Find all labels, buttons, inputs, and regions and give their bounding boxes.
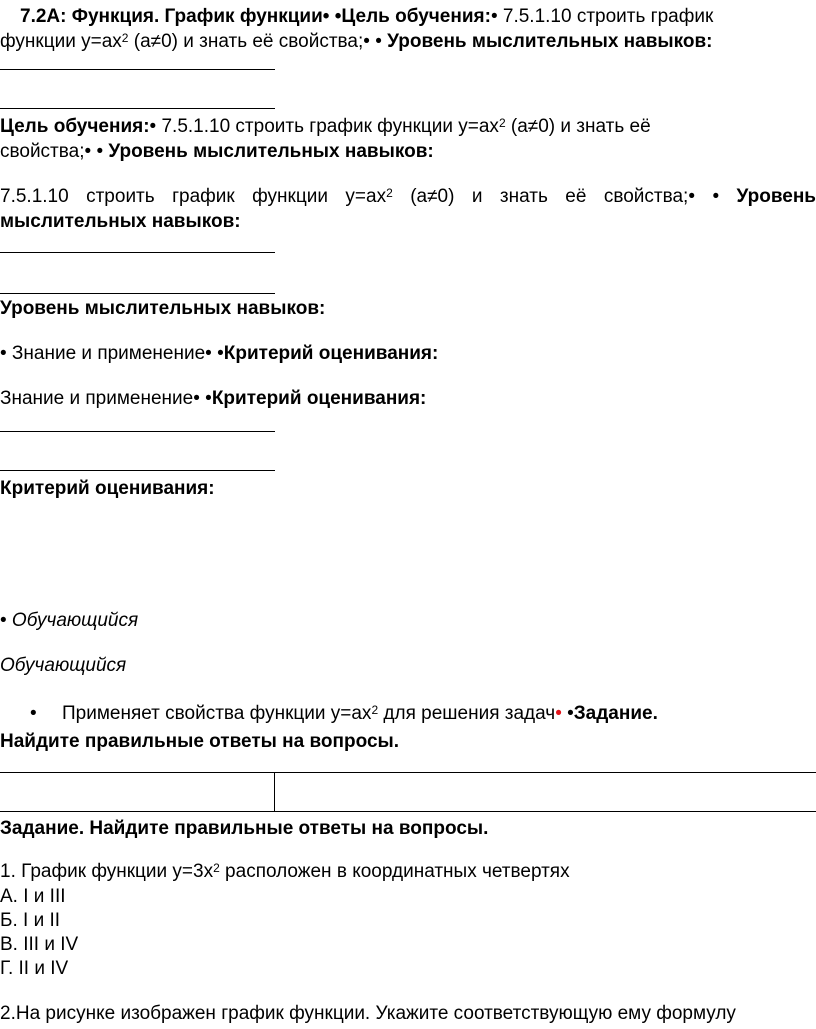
bullet: • xyxy=(193,388,200,409)
goal-paragraph-line-2 xyxy=(0,209,816,234)
bullet: • xyxy=(205,343,212,364)
bullet: • xyxy=(490,6,498,27)
level-paragraph xyxy=(0,386,816,411)
level-item xyxy=(0,341,816,366)
question-text: 1. График функции y=3x xyxy=(0,861,214,882)
task-label: Задание. xyxy=(573,703,658,724)
bullet: • xyxy=(84,141,92,162)
criteria-list-item xyxy=(0,701,816,726)
level-label: мыслительных навыков: xyxy=(0,211,241,232)
criteria-item-text: для решения задач xyxy=(378,703,556,724)
list-bullet: • xyxy=(30,703,37,724)
goal-paragraph-line-1 xyxy=(0,184,816,209)
criteria-label: Критерий оценивания: xyxy=(223,343,439,364)
task-heading: Задание. Найдите правильные ответы на вопросы. xyxy=(0,818,489,839)
empty-table xyxy=(0,772,816,812)
divider-rule xyxy=(0,431,275,432)
answer-option-d: Г. II и IV xyxy=(0,958,69,979)
goal-label: Цель обучения: xyxy=(0,116,150,137)
criteria-heading: Критерий оценивания: xyxy=(0,478,215,499)
level-heading: Уровень мыслительных навыков: xyxy=(0,298,326,319)
bullet: • xyxy=(0,610,7,631)
superscript: 2 xyxy=(386,186,393,200)
red-bullet: • xyxy=(555,703,562,724)
criteria-item-text: Применяет свойства функции y=ax xyxy=(62,703,372,724)
goal-text: 7.5.1.10 строить график xyxy=(497,6,714,27)
criteria-label: Критерий оценивания: xyxy=(211,388,427,409)
bullet: • xyxy=(712,186,720,207)
superscript: 2 xyxy=(371,703,379,717)
bullet: • xyxy=(96,141,104,162)
goal-text: 7.5.1.10 строить график функции y=ax xyxy=(0,186,387,207)
header-line-1 xyxy=(0,4,816,29)
superscript: 2 xyxy=(121,31,129,45)
answer-option-b: Б. I и II xyxy=(0,910,61,931)
goal-text: 7.5.1.10 строить график функции y=ax xyxy=(156,116,499,137)
bullet: • xyxy=(149,116,157,137)
goal-label: Цель обучения: xyxy=(341,6,491,27)
task-instruction: Найдите правильные ответы на вопросы. xyxy=(0,731,400,752)
header-line-2 xyxy=(0,29,816,54)
question-1 xyxy=(0,859,816,884)
goal-section-line-1 xyxy=(0,114,816,139)
learner-paragraph: Обучающийся xyxy=(0,655,127,676)
answer-option-a: А. I и III xyxy=(0,886,66,907)
superscript: 2 xyxy=(498,116,506,130)
divider-rule xyxy=(0,69,275,70)
goal-text: (a≠0) и знать её свойства; xyxy=(392,186,689,207)
bullet-pair: • • xyxy=(322,6,342,27)
page-title: 7.2А: Функция. График функции xyxy=(20,6,323,27)
level-item-text: Знание и применение xyxy=(0,388,194,409)
goal-text: свойства; xyxy=(0,141,85,162)
goal-text: (a≠0) и знать её xyxy=(505,116,651,137)
level-label: Уровень xyxy=(736,186,816,207)
question-2: 2.На рисунке изображен график функции. Укажите соответствующую ему формулу xyxy=(0,1003,736,1024)
learner-item xyxy=(0,608,816,633)
divider-rule xyxy=(0,293,275,294)
goal-text: функции y=ax xyxy=(0,31,122,52)
level-item-text: Знание и применение xyxy=(6,343,206,364)
bullet: • xyxy=(0,343,7,364)
table-column-divider xyxy=(274,773,275,811)
bullet: • xyxy=(217,343,224,364)
level-label: Уровень мыслительных навыков: xyxy=(108,141,434,162)
learner-text: Обучающийся xyxy=(6,610,139,631)
bullet: • xyxy=(688,186,695,207)
goal-text: (a≠0) и знать её свойства; xyxy=(128,31,364,52)
superscript: 2 xyxy=(213,861,220,875)
divider-rule xyxy=(0,470,275,471)
bullet: • xyxy=(375,31,382,52)
goal-section-line-2 xyxy=(0,139,816,164)
divider-rule xyxy=(0,108,275,109)
question-text: расположен в координатных четвертях xyxy=(219,861,570,882)
answer-option-c: В. III и IV xyxy=(0,934,79,955)
bullet: • xyxy=(363,31,370,52)
bullet: • xyxy=(205,388,212,409)
level-label: Уровень мыслительных навыков: xyxy=(387,31,713,52)
divider-rule xyxy=(0,252,275,253)
bullet: • xyxy=(567,703,574,724)
